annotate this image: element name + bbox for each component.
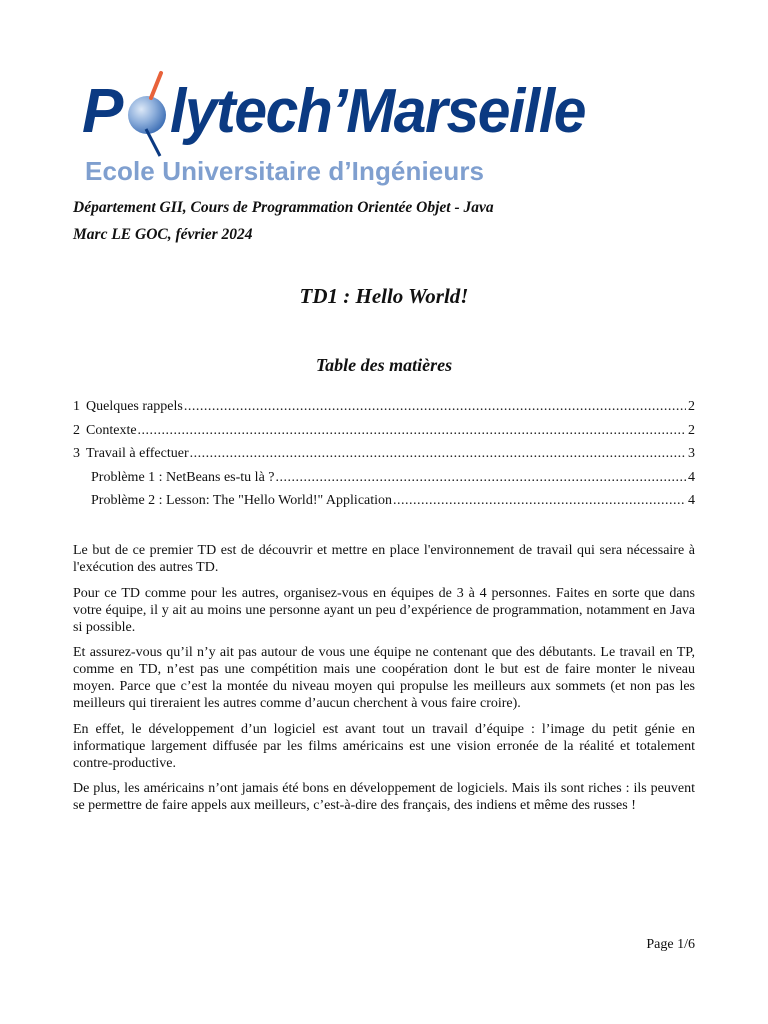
paragraph: Pour ce TD comme pour les autres, organisez-vous en équipes de 3 à 4 personnes. Faites en sorte que dans votre équipe, il y ait au moins une personne ayant un peu d’expérience de programmation, notamment en Java si possible. — [73, 585, 695, 635]
toc-entry-label: Problème 2 : Lesson: The "Hello World!" Application — [91, 493, 393, 508]
toc-entry-number: 2 — [73, 422, 80, 438]
svg-text:lytech’Marseille: lytech’Marseille — [170, 77, 586, 146]
page-number: Page 1/6 — [646, 937, 695, 952]
toc-entry-label: Travail à effectuer — [86, 446, 189, 461]
toc-leader-dots — [393, 493, 686, 509]
logo-wordmark — [82, 68, 592, 158]
author-line: Marc LE GOC, février 2024 — [73, 226, 253, 243]
toc-leader-dots — [184, 399, 686, 415]
svg-text:P: P — [82, 77, 123, 146]
logo-subtitle: Ecole Universitaire d’Ingénieurs — [85, 156, 485, 186]
toc-subentry[interactable] — [73, 493, 695, 517]
toc-leader-dots — [138, 423, 686, 439]
paragraph: Le but de ce premier TD est de découvrir et mettre en place l'environnement de travail qui sera nécessaire à l'exécution des autres TD. — [73, 543, 695, 575]
polytech-logo — [82, 68, 592, 188]
department-line: Département GII, Cours de Programmation Orientée Objet - Java — [73, 199, 494, 216]
toc-entry[interactable] — [73, 446, 695, 470]
globe-icon — [128, 96, 166, 134]
toc-entry-label: Quelques rappels — [86, 399, 183, 414]
toc-entry-page: 4 — [688, 469, 695, 485]
paragraph: De plus, les américains n’ont jamais été bons en développement de logiciels. Mais ils sont riches : ils peuvent se permettre de faire appels aux meilleurs, c’est-à-dire des français, des indiens et même des russes ! — [73, 781, 695, 813]
paragraph: Et assurez-vous qu’il n’y ait pas autour de vous une équipe ne contenant que des débutants. Le travail en TP, comme en TD, n’est pas une compétition mais une coopération dont le but est de faire monter le niveau moyen. Parce que c’est la montée du niveau moyen qui propulse les meilleurs aux sommets (et non pas les meilleurs qui tireraient les autres comme d’aucun cherchent à vous faire croire). — [73, 645, 695, 711]
toc-entry-label: Contexte — [86, 422, 137, 438]
toc-leader-dots — [190, 446, 686, 462]
toc-entry[interactable] — [73, 399, 695, 423]
toc-entry-number: 1 — [73, 399, 80, 414]
toc-leader-dots — [276, 470, 686, 486]
toc-title: Table des matières — [315, 355, 453, 375]
toc-entry-page: 2 — [688, 422, 695, 438]
toc-entry-page: 3 — [688, 446, 695, 461]
toc-entry-number: 3 — [73, 446, 80, 461]
body-text — [73, 542, 695, 823]
toc-entry-label: Problème 1 : NetBeans es-tu là ? — [91, 469, 275, 485]
document-title: TD1 : Hello World! — [299, 284, 469, 308]
toc-entry[interactable] — [73, 423, 695, 447]
table-of-contents — [73, 399, 695, 517]
paragraph: En effet, le développement d’un logiciel est avant tout un travail d’équipe : l’image du petit génie en informatique largement diffusée par les films américains est une vision erronée de la réalité et totalement contre-productive. — [73, 721, 695, 771]
toc-entry-page: 4 — [688, 493, 695, 508]
toc-subentry[interactable] — [73, 470, 695, 494]
toc-entry-page: 2 — [688, 399, 695, 414]
